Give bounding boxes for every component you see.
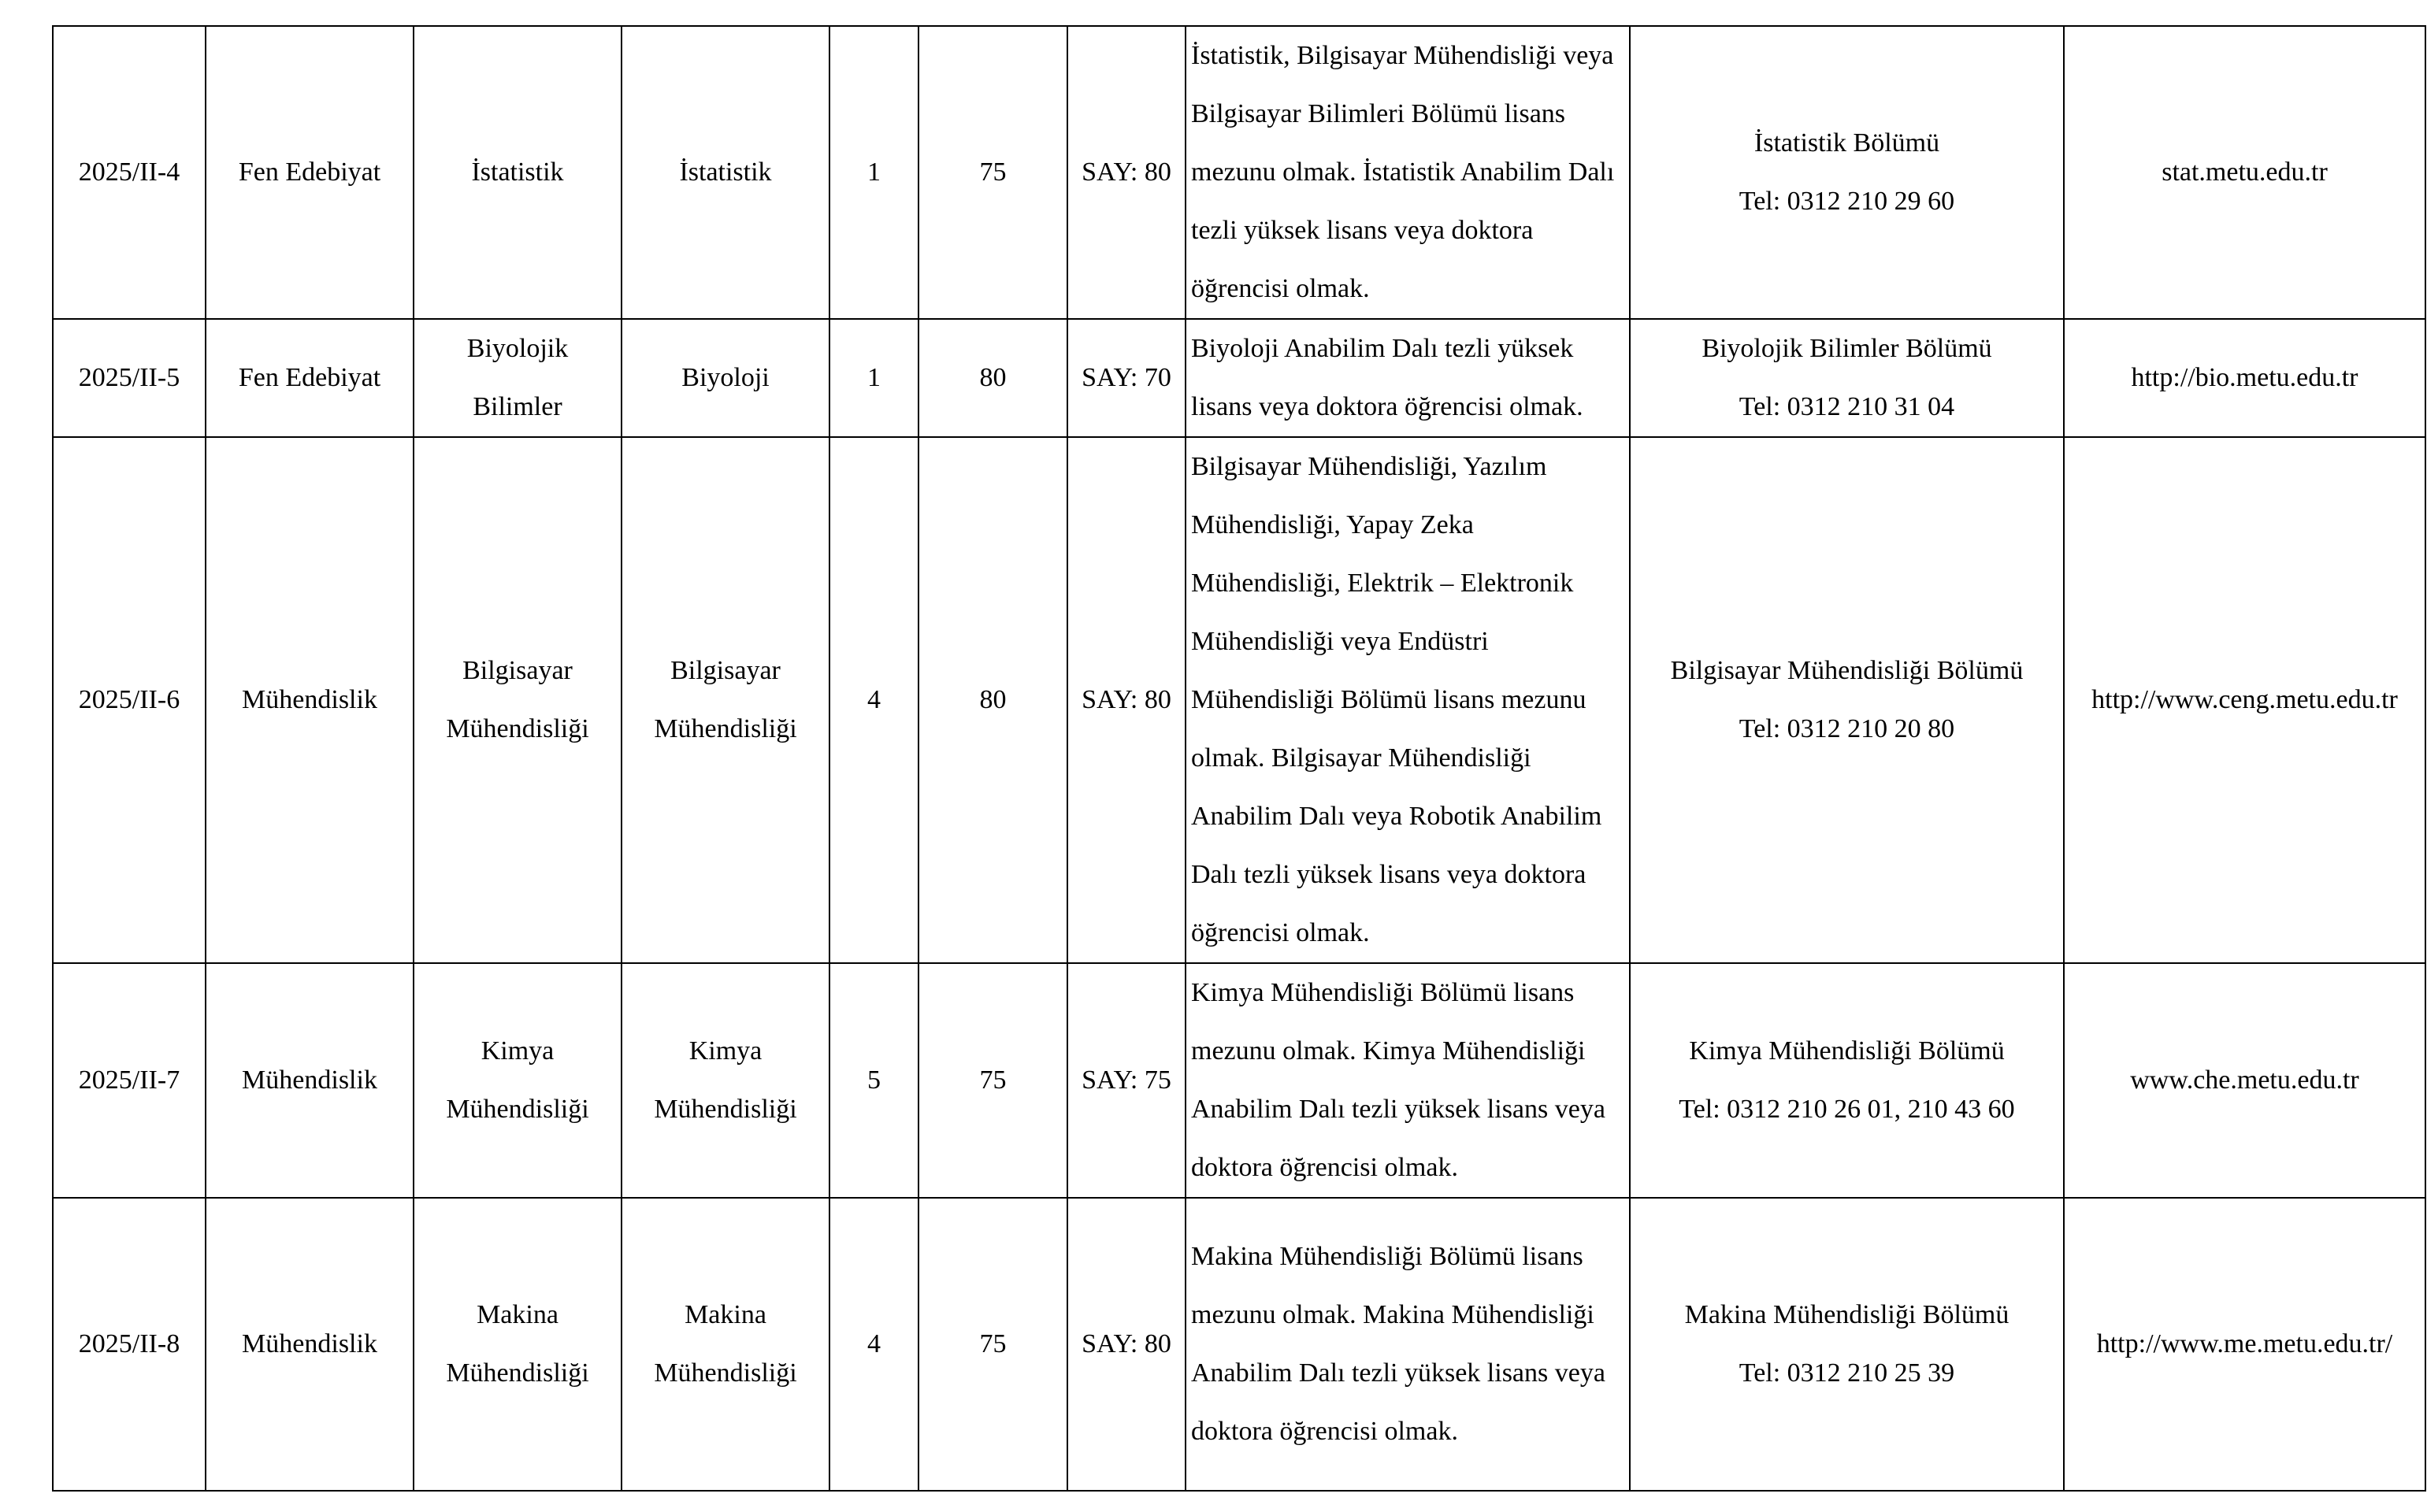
contact-phone: Tel: 0312 210 26 01, 210 43 60 [1679,1095,2015,1124]
program-cell [622,437,829,963]
contact-phone: Tel: 0312 210 29 60 [1739,187,1955,216]
department-cell [414,1198,622,1491]
department-line: Biyolojik [466,334,569,363]
department-line: Bilgisayar [462,656,573,685]
exam-score-cell: SAY: 75 [1067,963,1186,1198]
exam-score-cell: SAY: 80 [1067,1198,1186,1491]
contact-phone: Tel: 0312 210 31 04 [1739,392,1955,421]
quota-cell: 4 [829,437,918,963]
program-line: Bilgisayar [670,656,781,685]
quota-cell: 1 [829,26,918,319]
table-row [53,963,2425,1198]
department-line: Mühendisliği [446,714,589,743]
department-line: Bilimler [473,392,562,421]
program-line: Mühendisliği [654,1095,797,1124]
position-listing-table [52,25,2426,1492]
website-link[interactable]: www.che.metu.edu.tr [2064,963,2425,1198]
faculty-cell: Fen Edebiyat [206,26,414,319]
program-cell [622,1198,829,1491]
requirement-cell: Bilgisayar Mühendisliği, Yazılım Mühendisliği, Yapay Zeka Mühendisliği, Elektrik – Elektronik Mühendisliği veya Endüstri Mühendisliği Bölümü lisans mezunu olmak. Bilgisayar Mühendisliği Anabilim Dalı veya Robotik Anabilim Dalı tezli yüksek lisans veya doktora öğrencisi olmak. [1186,437,1630,963]
program-line: Mühendisliği [654,1358,797,1388]
table-row [53,437,2425,963]
position-code: 2025/II-4 [53,26,206,319]
website-link[interactable]: http://bio.metu.edu.tr [2064,319,2425,437]
department-cell [414,319,622,437]
quota-cell: 1 [829,319,918,437]
ales-score-cell: 75 [918,1198,1067,1491]
contact-cell [1630,963,2064,1198]
contact-name: Biyolojik Bilimler Bölümü [1701,334,1992,363]
table-row [53,319,2425,437]
quota-cell: 4 [829,1198,918,1491]
faculty-cell: Mühendislik [206,1198,414,1491]
position-code: 2025/II-5 [53,319,206,437]
program-line: Mühendisliği [654,714,797,743]
contact-name: İstatistik Bölümü [1753,128,1940,158]
faculty-cell: Mühendislik [206,437,414,963]
exam-score-cell: SAY: 70 [1067,319,1186,437]
department-cell [414,437,622,963]
requirement-cell: Biyoloji Anabilim Dalı tezli yüksek lisans veya doktora öğrencisi olmak. [1186,319,1630,437]
requirement-cell: Makina Mühendisliği Bölümü lisans mezunu olmak. Makina Mühendisliği Anabilim Dalı tezli yüksek lisans veya doktora öğrencisi olmak. [1186,1198,1630,1491]
contact-cell [1630,26,2064,319]
department-line: Makina [477,1300,559,1329]
ales-score-cell: 75 [918,26,1067,319]
contact-name: Makina Mühendisliği Bölümü [1684,1300,2010,1329]
ales-score-cell: 80 [918,319,1067,437]
position-code: 2025/II-6 [53,437,206,963]
quota-cell: 5 [829,963,918,1198]
program-cell [622,963,829,1198]
contact-cell [1630,319,2064,437]
department-cell [414,963,622,1198]
requirement-cell: Kimya Mühendisliği Bölümü lisans mezunu olmak. Kimya Mühendisliği Anabilim Dalı tezli yüksek lisans veya doktora öğrencisi olmak. [1186,963,1630,1198]
program-line: Makina [685,1300,766,1329]
contact-cell [1630,437,2064,963]
faculty-cell: Mühendislik [206,963,414,1198]
table-row [53,26,2425,319]
exam-score-cell: SAY: 80 [1067,26,1186,319]
position-code: 2025/II-7 [53,963,206,1198]
faculty-cell: Fen Edebiyat [206,319,414,437]
contact-phone: Tel: 0312 210 20 80 [1739,714,1955,743]
website-link[interactable]: http://www.ceng.metu.edu.tr [2064,437,2425,963]
website-link[interactable]: http://www.me.metu.edu.tr/ [2064,1198,2425,1491]
contact-name: Bilgisayar Mühendisliği Bölümü [1670,656,2024,685]
position-code: 2025/II-8 [53,1198,206,1491]
program-line: Kimya [688,1036,763,1065]
department-line: Mühendisliği [446,1095,589,1124]
website-link[interactable]: stat.metu.edu.tr [2064,26,2425,319]
program-cell: İstatistik [622,26,829,319]
contact-cell [1630,1198,2064,1491]
department-cell: İstatistik [414,26,622,319]
table-row [53,1198,2425,1491]
ales-score-cell: 75 [918,963,1067,1198]
requirement-cell: İstatistik, Bilgisayar Mühendisliği veya Bilgisayar Bilimleri Bölümü lisans mezunu olmak. İstatistik Anabilim Dalı tezli yüksek lisans veya doktora öğrencisi olmak. [1186,26,1630,319]
program-cell: Biyoloji [622,319,829,437]
department-line: Mühendisliği [446,1358,589,1388]
contact-phone: Tel: 0312 210 25 39 [1739,1358,1955,1388]
exam-score-cell: SAY: 80 [1067,437,1186,963]
department-line: Kimya [481,1036,555,1065]
contact-name: Kimya Mühendisliği Bölümü [1689,1036,2005,1065]
ales-score-cell: 80 [918,437,1067,963]
